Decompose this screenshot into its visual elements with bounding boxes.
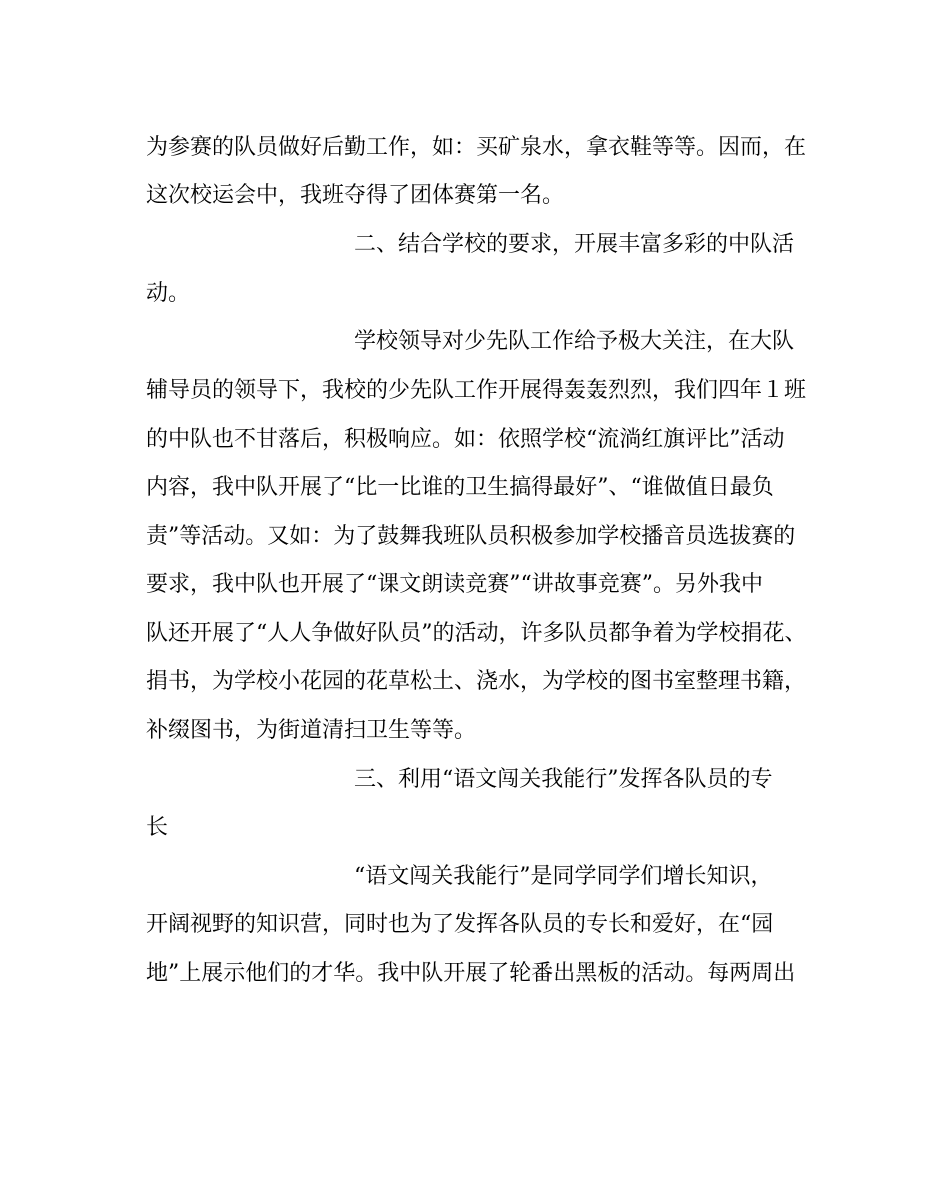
text-line: 队还开展了“人人争做好队员”的活动，许多队员都争着为学校捐花、 — [146, 621, 807, 646]
text-line: 补缀图书，为街道清扫卫生等等。 — [146, 718, 477, 743]
text-line: 要求，我中队也开展了“课文朗读竞赛”“讲故事竞赛”。另外我中 — [146, 572, 763, 597]
text-line: 这次校运会中，我班夺得了团体赛第一名。 — [146, 183, 565, 208]
section-heading-2: 二、结合学校的要求，开展丰富多彩的中队活 — [354, 232, 795, 257]
text-line: 开阔视野的知识营，同时也为了发挥各队员的专长和爱好，在“园 — [146, 912, 774, 937]
paragraph-start: “语文闯关我能行”是同学同学们增长知识， — [354, 864, 773, 889]
text-line: 捐书，为学校小花园的花草松土、浇水，为学校的图书室整理书籍， — [146, 669, 807, 694]
section-heading-3: 三、利用“语文闯关我能行”发挥各队员的专 — [354, 767, 773, 792]
section-heading-3-cont: 长 — [146, 815, 169, 840]
text-line: 责”等活动。又如：为了鼓舞我班队员积极参加学校播音员选拔赛的 — [146, 524, 796, 549]
text-line: 辅导员的领导下，我校的少先队工作开展得轰轰烈烈，我们四年１班 — [146, 378, 807, 403]
paragraph-start: 学校领导对少先队工作给予极大关注，在大队 — [354, 329, 795, 354]
section-heading-2-cont: 动。 — [146, 281, 191, 306]
text-line: 为参赛的队员做好后勤工作，如：买矿泉水，拿衣鞋等等。因而，在 — [146, 135, 807, 160]
text-line: 地”上展示他们的才华。我中队开展了轮番出黑板的活动。每两周出 — [146, 961, 796, 986]
text-line: 内容，我中队开展了“比一比谁的卫生搞得最好”、“谁做值日最负 — [146, 475, 774, 500]
text-line: 的中队也不甘落后，积极响应。如：依照学校“流淌红旗评比”活动 — [146, 427, 785, 452]
